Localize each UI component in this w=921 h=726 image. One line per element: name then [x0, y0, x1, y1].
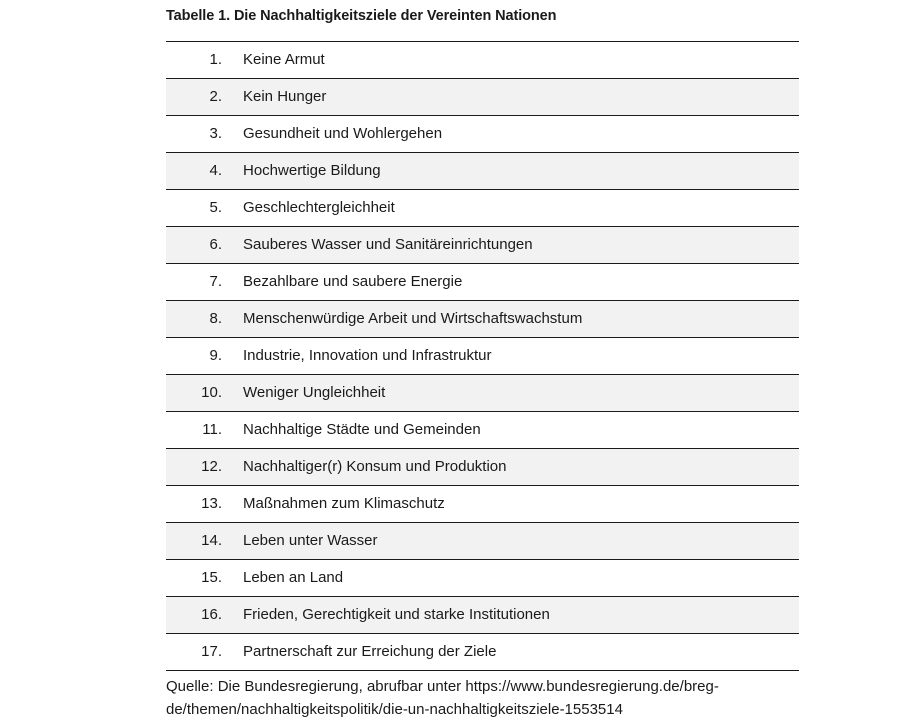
table-row [166, 449, 799, 486]
table-row [166, 79, 799, 116]
goal-label: Leben unter Wasser [243, 532, 378, 549]
goal-label: Nachhaltiger(r) Konsum und Produktion [243, 458, 507, 475]
goal-number: 15. [201, 569, 222, 586]
goal-label: Kein Hunger [243, 88, 327, 105]
table-row [166, 301, 799, 338]
goal-number: 11. [202, 421, 222, 438]
goal-number: 12. [201, 458, 222, 475]
goal-label: Leben an Land [243, 569, 344, 586]
goal-number: 6. [209, 236, 222, 253]
goal-number: 1. [209, 51, 222, 68]
table-row [166, 338, 799, 375]
goal-number: 3. [209, 125, 222, 142]
table-row [166, 597, 799, 634]
table-row [166, 486, 799, 523]
goal-number: 13. [201, 495, 222, 512]
goal-number: 14. [201, 532, 222, 549]
goal-number: 2. [209, 88, 222, 105]
goal-label: Bezahlbare und saubere Energie [243, 273, 463, 290]
goal-label: Weniger Ungleichheit [243, 384, 386, 401]
goal-label: Hochwertige Bildung [243, 162, 381, 179]
table-row [166, 375, 799, 412]
table-row [166, 634, 799, 671]
goal-label: Nachhaltige Städte und Gemeinden [243, 421, 481, 438]
goal-label: Menschenwürdige Arbeit und Wirtschaftswachstum [243, 310, 583, 327]
table-row [166, 190, 799, 227]
goal-label: Industrie, Innovation und Infrastruktur [243, 347, 492, 364]
source-line-2: de/themen/nachhaltigkeitspolitik/die-un-nachhaltigkeitsziele-1553514 [166, 701, 623, 718]
goal-number: 8. [209, 310, 222, 327]
goal-label: Keine Armut [243, 51, 325, 68]
table-caption: Tabelle 1. Die Nachhaltigkeitsziele der Vereinten Nationen [166, 8, 557, 24]
goal-number: 7. [209, 273, 222, 290]
goal-label: Geschlechtergleichheit [243, 199, 395, 216]
table-row [166, 560, 799, 597]
source-note [166, 675, 806, 721]
goal-number: 16. [201, 606, 222, 623]
table-row [166, 523, 799, 560]
goal-label: Sauberes Wasser und Sanitäreinrichtungen [243, 236, 533, 253]
goal-label: Frieden, Gerechtigkeit und starke Institutionen [243, 606, 550, 623]
table-row [166, 264, 799, 301]
table-row [166, 412, 799, 449]
goal-number: 5. [209, 199, 222, 216]
table-row [166, 42, 799, 79]
goal-label: Partnerschaft zur Erreichung der Ziele [243, 643, 497, 660]
table-row [166, 153, 799, 190]
goal-number: 4. [209, 162, 222, 179]
table-row [166, 116, 799, 153]
table-row [166, 227, 799, 264]
goal-number: 17. [201, 643, 222, 660]
goals-table [166, 41, 799, 671]
source-line-1: Quelle: Die Bundesregierung, abrufbar unter https://www.bundesregierung.de/breg- [166, 678, 719, 695]
goal-label: Maßnahmen zum Klimaschutz [243, 495, 445, 512]
goal-number: 9. [209, 347, 222, 364]
goal-label: Gesundheit und Wohlergehen [243, 125, 443, 142]
goal-number: 10. [201, 384, 222, 401]
